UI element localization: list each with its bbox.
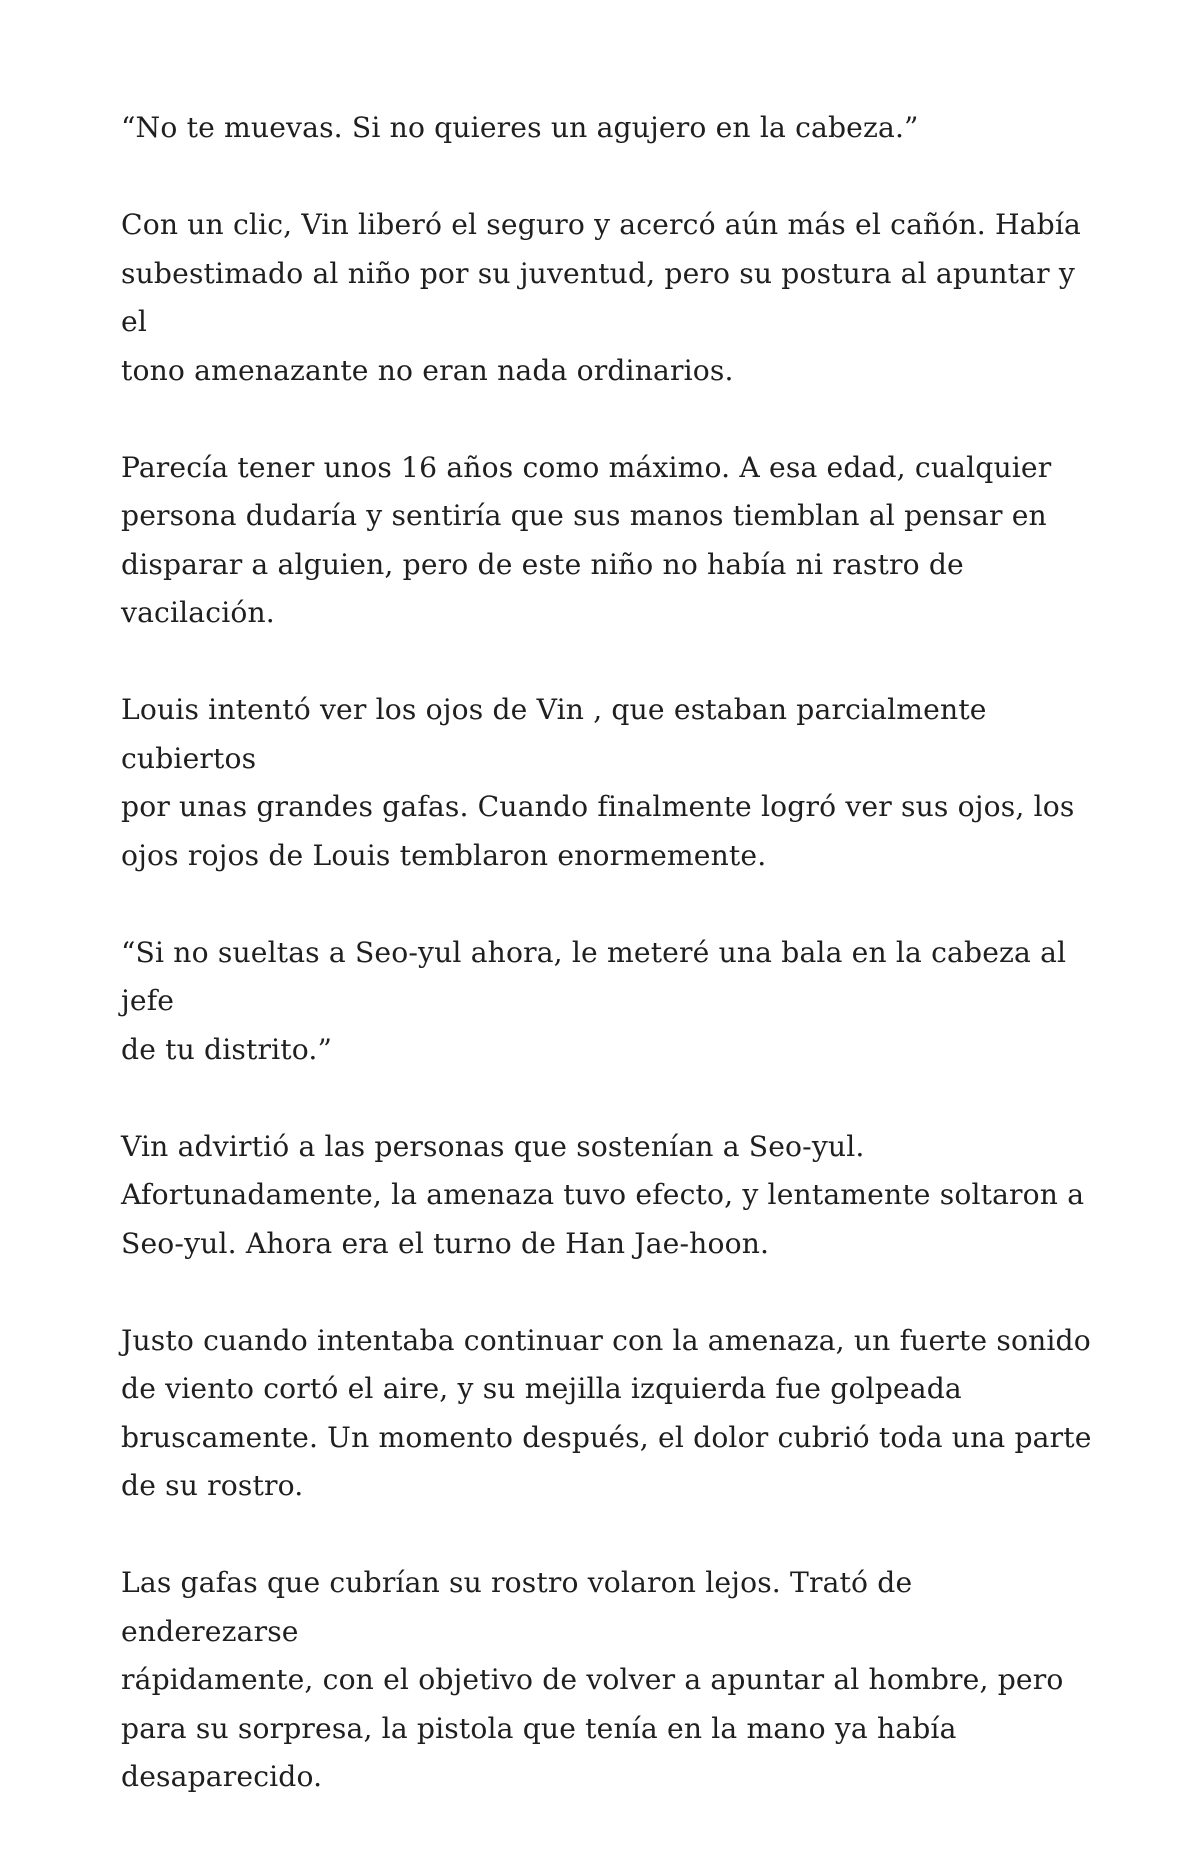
paragraph-2: Con un clic, Vin liberó el seguro y acercó aún más el cañón. Había subestimado al niño por su juventud, pero su postura al apuntar y el tono amenazante no eran nada ordinarios.	[121, 208, 1081, 387]
paragraph-6: Vin advirtió a las personas que sostenían a Seo-yul. Afortunadamente, la amenaza tuvo efecto, y lentamente soltaron a Seo-yul. Ahora era el turno de Han Jae-hoon.	[121, 1129, 1085, 1260]
paragraph-4: Louis intentó ver los ojos de Vin , que estaban parcialmente cubiertos por unas grandes gafas. Cuando finalmente logró ver sus ojos, los ojos rojos de Louis temblaron enormemente.	[121, 693, 1075, 872]
paragraph-7: Justo cuando intentaba continuar con la amenaza, un fuerte sonido de viento cortó el aire, y su mejilla izquierda fue golpeada bruscamente. Un momento después, el dolor cubrió toda una parte de su rostro.	[121, 1323, 1092, 1502]
paragraph-1: “No te muevas. Si no quieres un agujero en la cabeza.”	[121, 111, 919, 144]
paragraph-8: Las gafas que cubrían su rostro volaron lejos. Trató de enderezarse rápidamente, con el objetivo de volver a apuntar al hombre, pero para su sorpresa, la pistola que tenía en la mano ya había desaparecido.	[121, 1566, 1064, 1793]
paragraph-5: “Si no sueltas a Seo-yul ahora, le meteré una bala en la cabeza al jefe de tu distrito.”	[121, 935, 1067, 1066]
paragraph-3: Parecía tener unos 16 años como máximo. A esa edad, cualquier persona dudaría y sentiría que sus manos tiemblan al pensar en disparar a alguien, pero de este niño no había ni rastro de vacilación.	[121, 450, 1052, 629]
document-page	[121, 104, 1096, 1850]
